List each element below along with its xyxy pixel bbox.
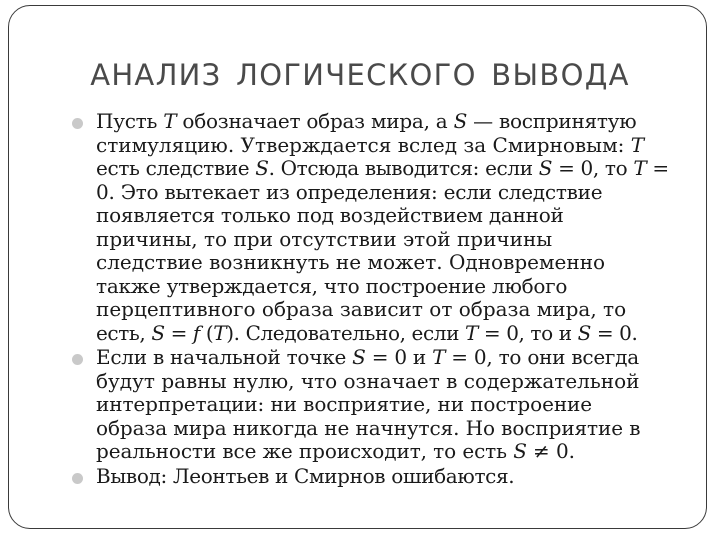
text-line: следствие возникнуть не может. Одновременно [96,250,606,274]
text-line: есть следствие S. Отсюда выводится: если S = 0, то T = [96,156,669,180]
bullet-icon [72,354,83,365]
text-line: 0. Это вытекает из определения: если следствие [96,179,603,204]
text-line: Пусть T обозначает образ мира, а S — воспринятую [96,109,637,133]
text-line: есть, S = f (T). Следовательно, если T = 0, то и S = 0. [96,320,638,345]
text-line: интерпретации: ни восприятие, ни построение [96,392,593,416]
bullet-item [72,346,672,464]
text-line: будут равны нулю, что означает в содержательной [96,368,640,393]
bullet-item [72,465,672,489]
bullet-icon [72,118,83,129]
bullet-item [72,110,672,345]
text-line: появляется только под воздействием данной [96,203,564,227]
text-line: также утверждается, что построение любого [96,273,568,298]
text-line: перцептивного образа зависит от образа мира, то [96,297,627,321]
slide-title: АНАЛИЗ ЛОГИЧЕСКОГО ВЫВОДА [90,58,630,92]
bullet-icon [72,473,83,484]
bullet-list [72,110,672,489]
text-line: образа мира никогда не начнутся. Но восприятие в [96,415,641,440]
text-line: причины, то при отсутствии этой причины [96,226,553,251]
text-line: стимуляцию. Утверждается вслед за Смирновым: T [96,132,645,157]
text-line: Если в начальной точке S = 0 и T = 0, то они всегда [96,345,639,369]
text-line: реальности все же происходит, то есть S ≠ 0. [96,439,575,463]
text-line: Вывод: Леонтьев и Смирнов ошибаются. [96,463,515,488]
